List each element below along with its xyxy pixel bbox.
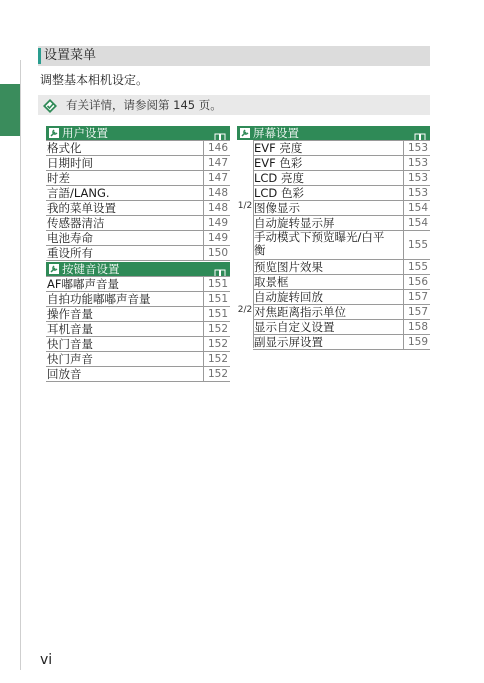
menu-item-label: 我的菜单设置 — [47, 201, 116, 215]
column-divider — [403, 141, 404, 155]
column-divider — [403, 231, 404, 259]
page-reference: 154 — [407, 217, 428, 229]
table-row — [253, 231, 430, 260]
table-row — [46, 352, 230, 367]
page-reference: 149 — [207, 232, 228, 244]
page-mark-1: 1/2 — [237, 201, 253, 211]
page-reference: 152 — [207, 323, 228, 335]
table-row — [253, 335, 430, 350]
margin-rule — [20, 60, 21, 670]
user-settings-table — [46, 140, 230, 261]
table-row — [253, 275, 430, 290]
page-reference: 154 — [407, 202, 428, 214]
table-row — [253, 186, 430, 201]
menu-item-label: 副显示屏设置 — [254, 335, 323, 349]
page-group-divider — [253, 140, 254, 348]
table-row — [253, 156, 430, 171]
column-divider — [403, 216, 404, 230]
menu-item-label: 格式化 — [47, 141, 82, 155]
menu-item-label: LCD 亮度 — [254, 171, 304, 185]
column-divider — [203, 352, 204, 366]
column-divider — [403, 156, 404, 170]
page-reference: 149 — [207, 217, 228, 229]
column-divider — [203, 246, 204, 260]
page-reference: 148 — [207, 187, 228, 199]
note-icon — [43, 98, 57, 112]
page-reference: 156 — [407, 276, 428, 288]
page-reference: 148 — [207, 202, 228, 214]
page-reference: 157 — [407, 291, 428, 303]
page-title: 设置菜单 — [44, 48, 97, 63]
menu-item-label: 自拍功能嘟嘟声音量 — [47, 292, 151, 306]
page-reference: 155 — [407, 261, 428, 273]
page-reference: 159 — [407, 336, 428, 348]
book-icon — [214, 128, 226, 138]
table-row — [46, 307, 230, 322]
menu-item-label: AF嘟嘟声音量 — [47, 277, 119, 291]
page-mark-2: 2/2 — [237, 305, 253, 315]
section-header-label: 按键音设置 — [62, 262, 120, 276]
table-row — [253, 260, 430, 275]
title-bar — [38, 46, 430, 66]
column-divider — [203, 216, 204, 230]
column-divider — [403, 275, 404, 289]
page-reference: 157 — [407, 306, 428, 318]
column-divider — [203, 367, 204, 381]
column-divider — [403, 305, 404, 319]
table-row — [253, 290, 430, 305]
column-divider — [403, 171, 404, 185]
table-row — [46, 201, 230, 216]
table-row — [46, 141, 230, 156]
wrench-icon — [49, 264, 59, 274]
note-text: 有关详情，请参阅第 145 页。 — [66, 98, 222, 112]
menu-item-label: 显示自定义设置 — [254, 320, 335, 334]
menu-item-label: 重设所有 — [47, 246, 93, 260]
column-divider — [403, 186, 404, 200]
page-reference: 152 — [207, 368, 228, 380]
page-reference: 153 — [407, 157, 428, 169]
menu-item-label: 快门音量 — [47, 337, 93, 351]
column-divider — [203, 141, 204, 155]
table-row — [46, 292, 230, 307]
table-row — [46, 231, 230, 246]
wrench-icon — [240, 128, 250, 138]
table-row — [253, 141, 430, 156]
title-accent — [38, 48, 41, 64]
column-divider — [203, 292, 204, 306]
menu-item-label: 自动旋转显示屏 — [254, 216, 335, 230]
section-header-sound-settings — [46, 262, 230, 276]
column-divider — [403, 335, 404, 349]
page-reference: 153 — [407, 187, 428, 199]
page-reference: 153 — [407, 172, 428, 184]
menu-item-label: 快门声音 — [47, 352, 93, 366]
table-row — [46, 186, 230, 201]
menu-item-label: 图像显示 — [254, 201, 300, 215]
table-row — [253, 320, 430, 335]
menu-item-label: 耳机音量 — [47, 322, 93, 336]
page-reference: 147 — [207, 172, 228, 184]
menu-item-label: 回放音 — [47, 367, 82, 381]
chapter-tab — [0, 84, 20, 136]
section-header-screen-settings — [237, 126, 430, 140]
section-header-label: 屏幕设置 — [253, 126, 299, 140]
table-row — [46, 216, 230, 231]
column-divider — [203, 156, 204, 170]
menu-item-label: 取景框 — [254, 275, 289, 289]
wrench-icon — [49, 128, 59, 138]
page-reference: 152 — [207, 338, 228, 350]
menu-item-label: 日期时间 — [47, 156, 93, 170]
column-divider — [203, 231, 204, 245]
column-divider — [203, 337, 204, 351]
column-divider — [403, 320, 404, 334]
table-row — [46, 246, 230, 261]
menu-item-label: EVF 亮度 — [254, 141, 303, 155]
menu-item-label: LCD 色彩 — [254, 186, 304, 200]
page-reference: 155 — [407, 239, 428, 251]
page-reference: 151 — [207, 308, 228, 320]
table-row — [46, 337, 230, 352]
column-divider — [203, 307, 204, 321]
section-header-user-settings — [46, 126, 230, 140]
menu-item-label: 手动模式下预览曝光/白平衡 — [254, 230, 385, 257]
menu-item-label: 对焦距离指示单位 — [254, 305, 346, 319]
column-divider — [403, 290, 404, 304]
page-reference: 152 — [207, 353, 228, 365]
book-icon — [214, 264, 226, 274]
table-row — [46, 156, 230, 171]
intro-text: 调整基本相机设定。 — [40, 73, 149, 87]
screen-settings-table — [253, 140, 430, 350]
page-reference: 151 — [207, 293, 228, 305]
menu-item-label: 操作音量 — [47, 307, 93, 321]
column-divider — [403, 201, 404, 215]
menu-item-label: 时差 — [47, 171, 70, 185]
menu-item-label: 传感器清洁 — [47, 216, 105, 230]
column-divider — [203, 277, 204, 291]
page-reference: 153 — [407, 142, 428, 154]
table-row — [46, 277, 230, 292]
table-row — [253, 171, 430, 186]
table-row — [253, 305, 430, 320]
menu-item-label: 预览图片效果 — [254, 260, 323, 274]
column-divider — [203, 171, 204, 185]
page-reference: 158 — [407, 321, 428, 333]
table-row — [253, 216, 430, 231]
page-number: vi — [40, 652, 53, 668]
table-row — [46, 367, 230, 382]
section-header-label: 用户设置 — [62, 126, 108, 140]
menu-item-label: 自动旋转回放 — [254, 290, 323, 304]
column-divider — [203, 186, 204, 200]
menu-item-label: EVF 色彩 — [254, 156, 303, 170]
page-reference: 147 — [207, 157, 228, 169]
page-reference: 146 — [207, 142, 228, 154]
page-reference: 150 — [207, 247, 228, 259]
table-row — [46, 171, 230, 186]
column-divider — [203, 322, 204, 336]
column-divider — [203, 201, 204, 215]
table-row — [46, 322, 230, 337]
menu-item-label: 电池寿命 — [47, 231, 93, 245]
sound-settings-table — [46, 276, 230, 382]
menu-item-label: 言語/LANG. — [47, 186, 110, 200]
column-divider — [403, 260, 404, 274]
table-row — [253, 201, 430, 216]
book-icon — [414, 128, 426, 138]
page-reference: 151 — [207, 278, 228, 290]
